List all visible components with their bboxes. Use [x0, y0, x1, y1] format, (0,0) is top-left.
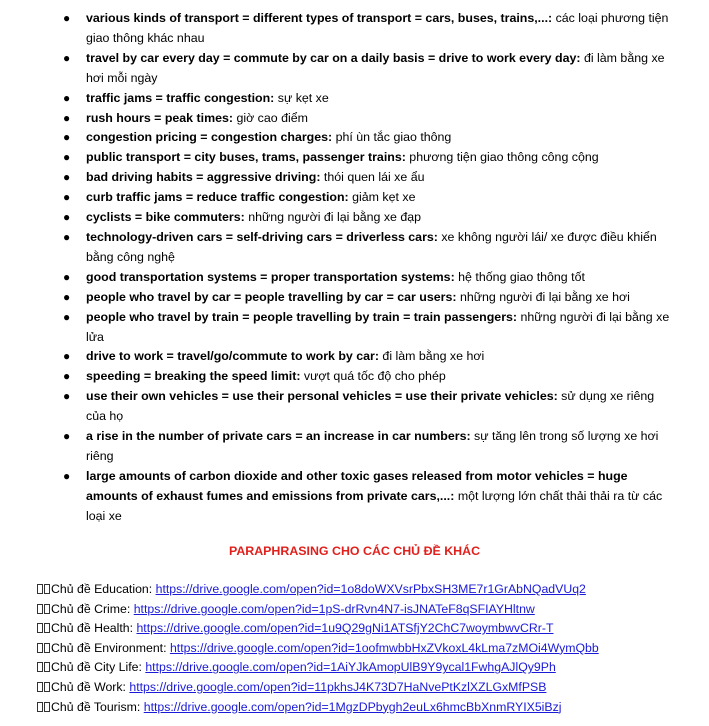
bullet-icon: ● [63, 210, 71, 225]
list-item [63, 188, 676, 208]
bullet-icon: ● [63, 11, 71, 25]
missing-glyph-icon [44, 623, 50, 633]
term-en: speeding = breaking the speed limit: [86, 369, 301, 384]
list-item [63, 367, 676, 387]
topic-link-row [37, 698, 697, 718]
term-en: use their own vehicles = use their personal vehicles = use their private vehicles: [86, 389, 558, 404]
term-vi: các loại phương tiện giao thông khác nhau [86, 11, 669, 45]
bullet-icon: ● [63, 90, 71, 105]
list-item [63, 427, 676, 467]
bullet-icon: ● [63, 468, 71, 483]
missing-glyph-icon [37, 662, 43, 672]
list-item [63, 387, 676, 427]
bullet-icon: ● [63, 50, 71, 65]
term-vi: giảm kẹt xe [348, 190, 416, 205]
term-vi: những người đi lại bằng xe lửa [86, 309, 670, 344]
topic-label: Chủ đề Work: [51, 679, 130, 694]
term-vi: giờ cao điểm [233, 110, 308, 125]
term-vi: sự tăng lên trong số lượng xe hơi riêng [86, 429, 659, 463]
list-item [63, 168, 676, 188]
bullet-icon: ● [63, 309, 71, 324]
list-item [63, 467, 676, 527]
vocabulary-list [63, 9, 676, 527]
list-item [63, 148, 676, 168]
topic-link[interactable]: https://drive.google.com/open?id=1o8doWXVsrPbxSH3ME7r1GrAbNQadVUq2 [155, 582, 586, 596]
term-vi: những người đi lại bằng xe hơi [456, 289, 630, 304]
missing-glyph-icon [44, 662, 50, 672]
term-vi: sự kẹt xe [274, 90, 329, 105]
section-title: PARAPHRASING CHO CÁC CHỦ ĐỀ KHÁC [228, 544, 481, 558]
bullet-icon: ● [63, 170, 71, 185]
missing-glyph-icon [44, 702, 50, 712]
term-en: good transportation systems = proper transportation systems: [86, 269, 455, 284]
topic-link-row [37, 658, 697, 678]
term-en: congestion pricing = congestion charges: [86, 130, 333, 145]
topic-link[interactable]: https://drive.google.com/open?id=1AiYJkAmopUlB9Y9ycal1FwhgAJlQy9Ph [145, 660, 556, 675]
term-en: people who travel by car = people travelling by car = car users: [86, 289, 457, 304]
topic-label: Chủ đề Environment: [51, 640, 170, 655]
term-en: rush hours = peak times: [86, 110, 234, 125]
term-vi: những người đi lại bằng xe đạp [244, 210, 422, 225]
list-item [63, 9, 676, 49]
topic-label: Chủ đề Crime: [51, 601, 134, 616]
bullet-icon: ● [63, 229, 71, 244]
missing-glyph-icon [37, 584, 43, 594]
term-en: people who travel by train = people travelling by train = train passengers: [86, 309, 518, 324]
bullet-icon: ● [63, 150, 71, 165]
bullet-icon: ● [63, 190, 71, 205]
topic-link[interactable]: https://drive.google.com/open?id=1oofmwbbHxZVkoxL4kLma7zMOi4WymQbb [169, 640, 599, 655]
term-en: large amounts of carbon dioxide and other toxic gases released from motor vehicles = huge amounts of exhaust fumes and emissions from private cars,...: [86, 468, 628, 503]
term-vi: đi làm bằng xe hơi mỗi ngày [86, 50, 665, 85]
topic-link[interactable]: https://drive.google.com/open?id=1u9Q29gNi1ATSfjY2ChC7woymbwvCRr-T [136, 621, 554, 636]
term-vi: một lượng lớn chất thải thải ra từ các loại xe [86, 488, 663, 523]
term-vi: sử dụng xe riêng của họ [86, 389, 655, 424]
missing-glyph-icon [37, 643, 43, 653]
topic-label: Chủ đề Education: [51, 582, 156, 596]
list-item [63, 89, 676, 109]
missing-glyph-icon [37, 623, 43, 633]
topic-label: Chủ đề City Life: [51, 660, 146, 675]
topic-link-row [37, 580, 697, 600]
missing-glyph-icon [37, 702, 43, 712]
term-vi: đi làm bằng xe hơi [378, 349, 485, 364]
term-vi: xe không người lái/ xe được điều khiển bằng công nghệ [86, 229, 657, 264]
topic-links [37, 580, 697, 717]
term-en: travel by car every day = commute by car on a daily basis = drive to work every day: [86, 50, 581, 65]
topic-label: Chủ đề Tourism: [51, 699, 144, 714]
missing-glyph-icon [44, 584, 50, 594]
list-item [63, 49, 676, 89]
topic-link-row [37, 639, 697, 659]
bullet-icon: ● [63, 429, 71, 444]
term-en: drive to work = travel/go/commute to work by car: [86, 349, 379, 364]
list-item [63, 228, 676, 268]
term-en: a rise in the number of private cars = an increase in car numbers: [86, 429, 471, 444]
missing-glyph-icon [44, 643, 50, 653]
list-item [63, 109, 676, 129]
missing-glyph-icon [44, 604, 50, 614]
term-en: technology-driven cars = self-driving cars = driverless cars: [86, 229, 438, 244]
bullet-icon: ● [63, 389, 71, 404]
term-vi: hệ thống giao thông tốt [454, 269, 585, 284]
missing-glyph-icon [44, 682, 50, 692]
list-item [63, 128, 676, 148]
missing-glyph-icon [37, 682, 43, 692]
list-item [63, 347, 676, 367]
term-vi: vượt quá tốc độ cho phép [300, 369, 446, 384]
topic-link[interactable]: https://drive.google.com/open?id=1MgzDPbygh2euLx6hmcBbXnmRYIX5iBzj [143, 699, 562, 714]
list-item [63, 288, 676, 308]
term-vi: phương tiện giao thông công cộng [405, 150, 599, 165]
term-vi: phí ùn tắc giao thông [332, 130, 452, 145]
bullet-icon: ● [63, 349, 71, 364]
bullet-icon: ● [63, 130, 71, 145]
list-item [63, 308, 676, 348]
term-en: bad driving habits = aggressive driving: [86, 170, 321, 185]
topic-link[interactable]: https://drive.google.com/open?id=1pS-drRvn4N7-isJNATeF8qSFIAYHltnw [133, 601, 535, 616]
term-en: various kinds of transport = different types of transport = cars, buses, trains,...: [86, 11, 553, 25]
topic-link[interactable]: https://drive.google.com/open?id=11pkhsJ4K73D7HaNvePtKzlXZLGxMfPSB [129, 679, 547, 694]
topic-link-row [37, 619, 697, 639]
term-en: curb traffic jams = reduce traffic congestion: [86, 190, 349, 205]
term-en: cyclists = bike commuters: [86, 210, 245, 225]
list-item [63, 208, 676, 228]
missing-glyph-icon [37, 604, 43, 614]
term-en: public transport = city buses, trams, passenger trains: [86, 150, 406, 165]
bullet-icon: ● [63, 110, 71, 125]
term-en: traffic jams = traffic congestion: [86, 90, 275, 105]
list-item [63, 268, 676, 288]
bullet-icon: ● [63, 369, 71, 384]
topic-link-row [37, 678, 697, 698]
bullet-icon: ● [63, 269, 71, 284]
topic-link-row [37, 600, 697, 620]
topic-label: Chủ đề Health: [51, 621, 137, 636]
term-vi: thói quen lái xe ẩu [320, 170, 425, 185]
bullet-icon: ● [63, 289, 71, 304]
